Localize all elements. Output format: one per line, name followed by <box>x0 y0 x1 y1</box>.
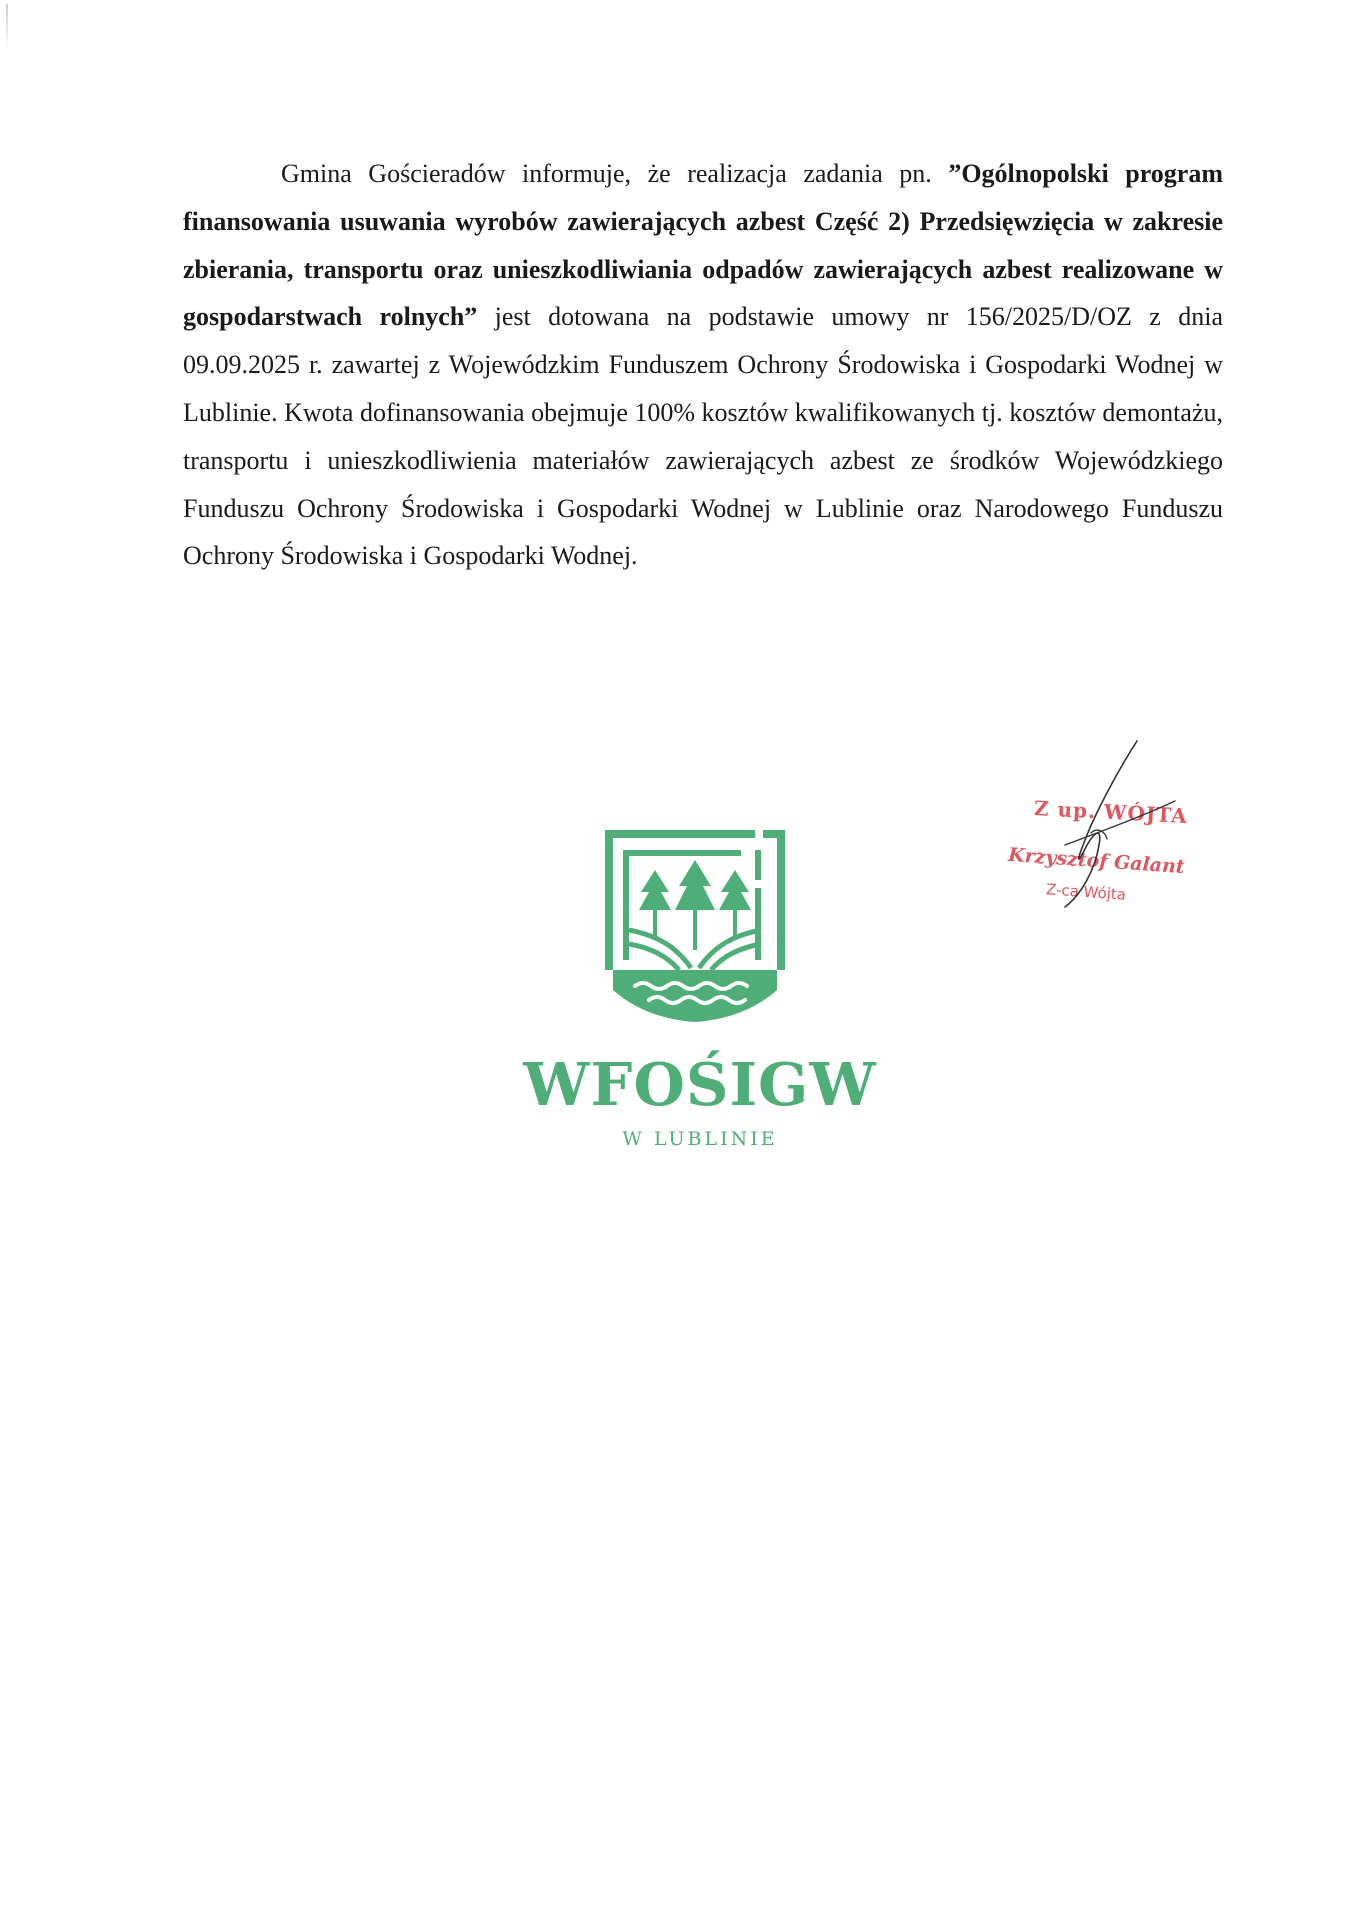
paragraph-body: jest dotowana na podstawie umowy nr 156/2025/D/OZ z dnia 09.09.2025 r. zawartej z Wojewódzkim Funduszem Ochrony Środowiska i Gospodarki Wodnej w Lublinie. Kwota dofinansowania obejmuje 100% kosztów kwalifikowanych tj. kosztów demontażu, transportu i unieszkodliwienia materiałów zawierających azbest ze środków Wojewódzkiego Funduszu Ochrony Środowiska i Gospodarki Wodnej w Lublinie oraz Narodowego Funduszu Ochrony Środowiska i Gospodarki Wodnej. <box>183 302 1223 571</box>
program-name: ”Ogólnopolski program finansowania usuwania wyrobów zawierających azbest Część 2) Przedsięwzięcia w zakresie zbierania, transportu oraz unieszkodliwiania odpadów zawierających azbest realizowane w gospodarstwach rolnych” <box>183 159 1223 332</box>
wfosigw-emblem <box>605 830 795 1026</box>
logo-subtitle: W LUBLINIE <box>622 1128 778 1150</box>
announcement-paragraph <box>183 150 1223 580</box>
handwritten-signature <box>995 735 1195 915</box>
stamp-authorization: Z up. WÓJTA <box>1033 795 1189 829</box>
stamp-name: Krzysztof Galant <box>1007 843 1186 879</box>
stamp-role: Z-ca Wójta <box>1045 880 1127 904</box>
scan-artifact <box>6 4 8 50</box>
logo-wordmark: WFOŚIGW <box>523 1050 877 1119</box>
paragraph-intro: Gmina Gościeradów informuje, że realizacja zadania pn. <box>281 159 949 188</box>
